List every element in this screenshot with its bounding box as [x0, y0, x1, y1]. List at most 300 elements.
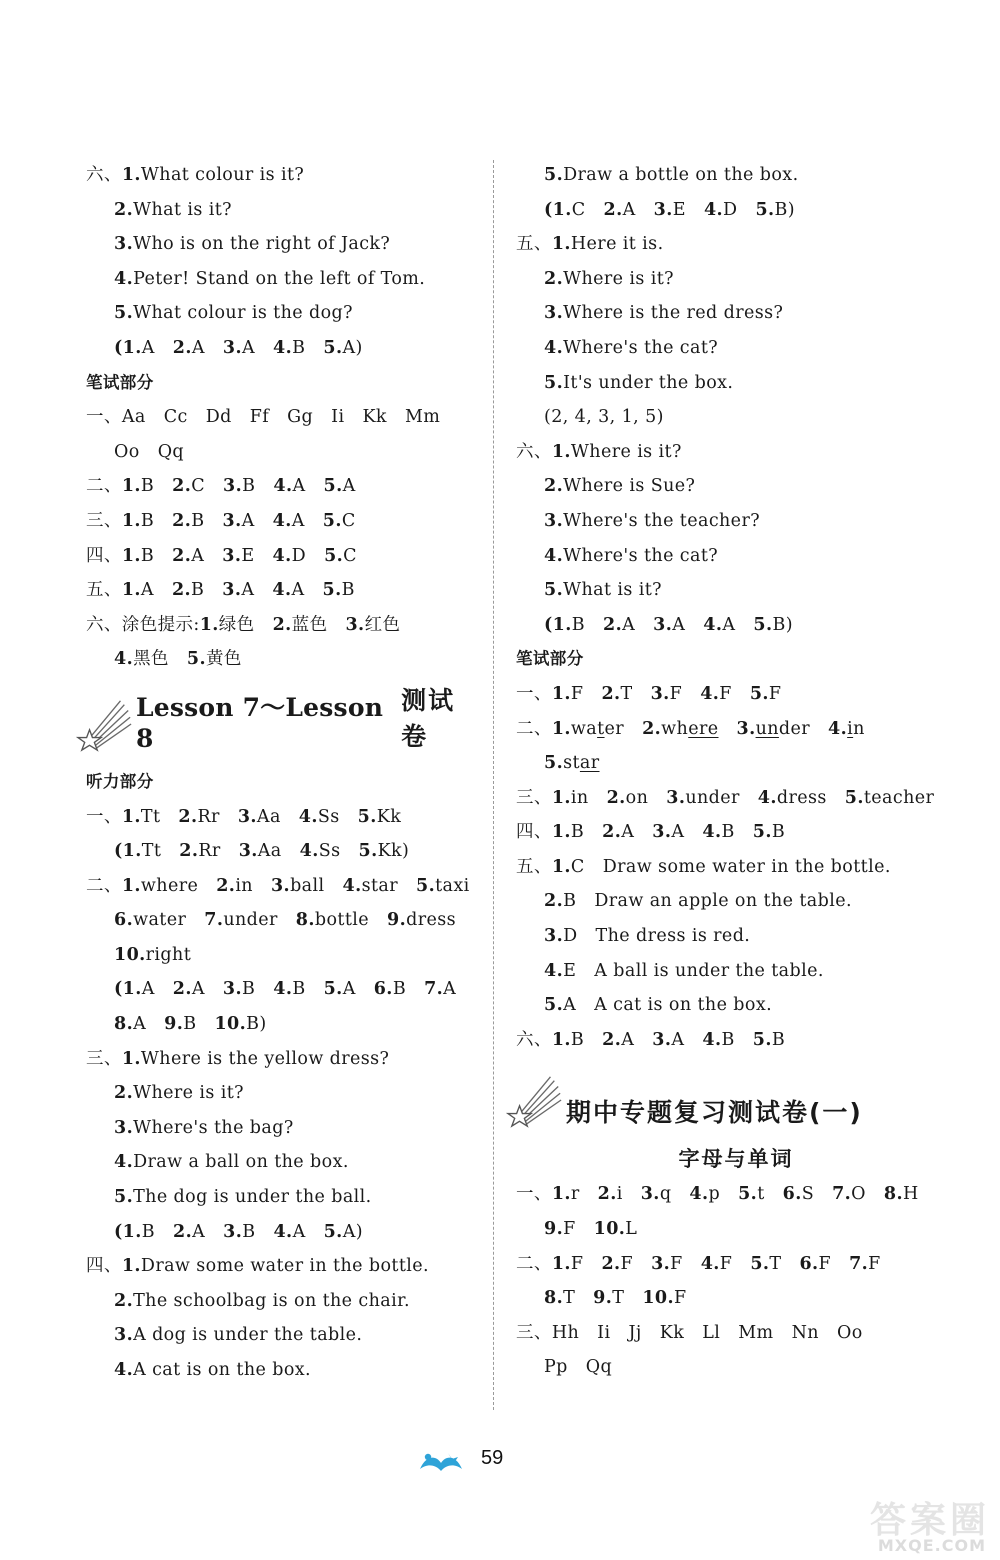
answer-value: It's under the box. [563, 372, 734, 393]
question-number: 5. [738, 1184, 758, 1205]
answer-value: B [140, 510, 155, 531]
answer-cell [849, 1247, 881, 1282]
answer-cell [544, 954, 576, 989]
question-number: 3. [222, 979, 242, 1000]
answer-cell [222, 573, 254, 608]
answer-value: 黄色 [205, 649, 242, 670]
answer-value: A [622, 614, 636, 635]
answer-cell [172, 539, 204, 574]
answer-value: A dog is under the table. [133, 1325, 363, 1346]
answer-value: Kk [376, 806, 402, 827]
answer-value: B [242, 1221, 256, 1242]
answer-cell [552, 1023, 584, 1058]
question-number: (1. [114, 337, 142, 358]
answer-value: A [342, 476, 356, 497]
question-number: 3. [345, 614, 365, 635]
book-logo-icon [416, 1449, 466, 1477]
answer-line [516, 1316, 916, 1351]
answer-cell [652, 1023, 684, 1058]
answer-cell [114, 1318, 362, 1353]
item-marker: 三、 [516, 787, 552, 808]
question-number: 4. [544, 337, 564, 358]
answer-cell [343, 869, 399, 904]
question-number: 2. [172, 337, 192, 358]
answer-line [86, 1180, 476, 1215]
answer-value: T [769, 1253, 782, 1274]
answer-value: bottle [314, 910, 370, 931]
answer-value: A [241, 580, 255, 601]
answer-line [86, 331, 476, 366]
answer-line [516, 988, 916, 1023]
answer-cell [331, 400, 344, 435]
answer-value: D [563, 926, 578, 947]
question-number: 2. [601, 1253, 621, 1274]
question-number: 2. [603, 614, 623, 635]
answer-value: ball [290, 875, 325, 896]
question-number: 3. [666, 787, 686, 808]
answer-cell [544, 988, 576, 1023]
item-marker: 四、 [86, 1256, 122, 1277]
answer-line [516, 1177, 919, 1212]
answer-line [516, 1247, 916, 1282]
question-number: 4. [544, 960, 564, 981]
question-number: 1. [551, 234, 571, 255]
answer-value: Tt [140, 806, 161, 827]
question-number: 9. [544, 1219, 564, 1240]
question-number: 9. [387, 910, 407, 931]
answer-value: B [570, 1029, 585, 1050]
answer-cell [607, 781, 649, 816]
answer-value: Qq [585, 1357, 613, 1378]
answer-cell [114, 331, 155, 366]
answer-value: L [625, 1219, 638, 1240]
word-part: wa [570, 718, 598, 739]
answer-value: Mm [738, 1322, 774, 1343]
item-marker: 三、 [516, 1322, 552, 1343]
answer-value: dress [776, 787, 827, 808]
item-marker: 二、 [86, 875, 122, 896]
answer-cell [172, 469, 205, 504]
answer-cell [544, 884, 576, 919]
answer-cell [114, 193, 232, 228]
question-number: 3. [651, 1253, 671, 1274]
answer-value: B) [772, 614, 793, 635]
question-number: 3. [544, 926, 564, 947]
question-number: 4. [703, 614, 723, 635]
answer-value: Aa [256, 806, 281, 827]
answer-value: The dog is under the ball. [133, 1187, 372, 1208]
question-number: 2. [602, 1029, 622, 1050]
section-heading: 笔试部分 [86, 372, 154, 392]
answer-cell [345, 608, 400, 643]
item-marker: 五、 [516, 234, 552, 255]
item-marker: 三、 [86, 1048, 122, 1069]
question-number: 2. [173, 1221, 193, 1242]
answer-line [86, 972, 476, 1007]
question-number: 8. [114, 1014, 134, 1035]
answer-cell [164, 1007, 196, 1042]
answer-value: 蓝色 [291, 614, 328, 635]
answer-cell [799, 1247, 831, 1282]
answer-line [86, 504, 476, 539]
answer-value: Aa [257, 841, 282, 862]
answer-cell [272, 573, 304, 608]
answer-cell [122, 400, 146, 435]
answer-cell [271, 869, 325, 904]
answer-value: F [563, 1219, 576, 1240]
question-number: 4. [702, 822, 722, 843]
answer-line [86, 1111, 476, 1146]
answer-cell [172, 573, 204, 608]
answer-cell [238, 800, 281, 835]
answer-cell [594, 954, 824, 989]
answer-value: A [671, 822, 685, 843]
answer-cell [200, 608, 255, 643]
answer-cell [750, 677, 782, 712]
question-number: 1. [551, 1253, 571, 1274]
answer-line [516, 815, 916, 850]
answer-value: Pp [544, 1357, 568, 1378]
answer-cell [552, 781, 589, 816]
answer-value: F [768, 683, 782, 704]
answer-line [86, 1318, 476, 1353]
answer-value: B) [246, 1014, 267, 1035]
question-number: 10. [593, 1219, 626, 1240]
answer-line [86, 400, 476, 435]
answer-value: B [242, 979, 256, 1000]
answer-value: Where's the teacher? [563, 510, 760, 531]
question-number: 5. [753, 614, 773, 635]
question-number: 5. [755, 199, 775, 220]
item-marker: 六、 [86, 165, 122, 185]
answer-cell [702, 1023, 734, 1058]
answer-value: Ff [249, 407, 270, 428]
answer-value: B [191, 510, 205, 531]
answer-cell [544, 746, 600, 781]
question-number: 3. [114, 1117, 134, 1138]
answer-value: in [235, 875, 253, 896]
question-number: 2. [544, 476, 564, 497]
answer-line [86, 1076, 476, 1111]
answer-value: A) [342, 1221, 363, 1242]
answer-value: Nn [791, 1322, 819, 1343]
answer-line [516, 781, 935, 816]
question-number: 3. [270, 875, 291, 896]
question-number: 1. [121, 580, 141, 601]
question-number: 5. [322, 580, 342, 601]
answer-line [86, 903, 476, 938]
answer-line [516, 331, 916, 366]
answer-cell [602, 815, 634, 850]
answer-value: Draw some water in the bottle. [602, 856, 891, 877]
answer-value: Rr [198, 841, 221, 862]
answer-line [86, 1145, 476, 1180]
answer-cell [178, 800, 219, 835]
answer-cell [114, 1284, 410, 1319]
answer-cell [702, 815, 734, 850]
question-number: (1. [114, 979, 142, 1000]
answer-cell [837, 1316, 863, 1351]
question-number: 3. [223, 1221, 243, 1242]
page-footer [0, 1445, 1000, 1481]
question-number: 4. [114, 649, 134, 670]
question-number: 3. [222, 510, 242, 531]
answer-value [847, 719, 865, 739]
answer-line [516, 227, 916, 262]
answer-line [86, 539, 476, 574]
item-marker: 三、 [86, 510, 122, 531]
answer-value: O [851, 1184, 866, 1205]
word-part: wh [661, 718, 689, 739]
question-number: 5. [752, 1029, 772, 1050]
answer-value: A [291, 510, 305, 531]
answer-cell [832, 1177, 866, 1212]
answer-line [516, 1281, 916, 1316]
answer-cell [598, 1177, 623, 1212]
test-title [86, 677, 476, 765]
answer-value: F [570, 683, 584, 704]
answer-value: B [563, 891, 577, 912]
answer-value: Cc [163, 407, 188, 428]
answer-value: Ii [597, 1322, 611, 1343]
answer-value: Ss [318, 841, 341, 862]
answer-value: T [563, 1288, 576, 1309]
item-marker: 一、 [516, 1184, 552, 1205]
question-number: 5. [750, 1253, 770, 1274]
answer-cell [702, 1316, 720, 1351]
answer-cell [122, 158, 304, 193]
answer-cell [738, 1316, 773, 1351]
answer-value: A [292, 476, 306, 497]
answer-line [516, 1212, 916, 1247]
question-number: 5. [749, 683, 769, 704]
answer-cell [173, 331, 205, 366]
question-number: 5. [544, 995, 564, 1016]
answer-line [516, 366, 916, 401]
answer-line [86, 435, 476, 470]
underlined-letters: ere [688, 718, 719, 739]
answer-line [516, 573, 916, 608]
answer-cell [296, 903, 369, 938]
answer-line [516, 954, 916, 989]
answer-cell [358, 800, 402, 835]
question-number: 4. [689, 1184, 709, 1205]
answer-value: star [361, 875, 398, 896]
answer-value: B [721, 1029, 735, 1050]
answer-value: Draw an apple on the table. [594, 891, 852, 912]
item-marker: 六、涂色提示: [86, 614, 200, 635]
question-number: 5. [186, 649, 206, 670]
answer-cell [593, 1281, 624, 1316]
shooting-star-icon [506, 1071, 564, 1129]
answer-cell [544, 539, 718, 574]
answer-cell [173, 1215, 205, 1250]
answer-line [86, 469, 476, 504]
answer-value: E [672, 199, 686, 220]
underlined-letters: un [755, 718, 779, 739]
answer-value: Ll [702, 1322, 721, 1343]
answer-cell [114, 262, 425, 297]
answer-cell [122, 800, 161, 835]
answer-cell [122, 869, 198, 904]
answer-value: F [719, 683, 732, 704]
answer-value: Who is on the right of Jack? [133, 234, 391, 255]
question-number: 1. [121, 476, 141, 497]
answer-cell [654, 193, 686, 228]
question-number: 1. [551, 787, 571, 808]
answer-value: Rr [197, 806, 220, 827]
answer-value: taxi [435, 875, 470, 896]
answer-cell [660, 1316, 684, 1351]
question-number: 5. [323, 337, 343, 358]
answer-cell [374, 972, 406, 1007]
question-number: 1. [121, 165, 141, 185]
word-part: er [604, 718, 625, 739]
answer-value: under [685, 787, 740, 808]
question-number: 3. [640, 1184, 660, 1205]
answer-value: on [625, 787, 649, 808]
question-number: 6. [782, 1184, 802, 1205]
answer-cell [602, 1023, 634, 1058]
answer-cell [114, 1180, 372, 1215]
answer-value: A) [342, 337, 363, 358]
answer-value: B) [774, 199, 796, 220]
answer-cell [114, 1007, 146, 1042]
question-number: 1. [551, 856, 571, 877]
answer-value: C [571, 199, 586, 220]
answer-value: 黑色 [133, 649, 169, 670]
answer-value: The schoolbag is on the chair. [133, 1290, 410, 1311]
answer-line [516, 712, 916, 747]
question-number: 1. [121, 806, 141, 827]
answer-line [516, 850, 916, 885]
answer-value: B [292, 337, 306, 358]
answer-value: A [191, 545, 205, 566]
answer-cell [114, 1353, 311, 1388]
answer-value: Where is it? [563, 268, 674, 289]
question-number: 8. [544, 1288, 564, 1309]
answer-value: i [616, 1184, 623, 1205]
answer-cell [652, 815, 684, 850]
title-chinese: 期中专题复习测试卷(一) [566, 1098, 863, 1128]
answer-value [661, 719, 718, 739]
answer-value: Gg [287, 407, 314, 428]
item-marker: 二、 [86, 476, 122, 497]
question-number: 4. [273, 979, 293, 1000]
question-number: (1. [114, 841, 142, 862]
answer-value: C [341, 510, 356, 531]
answer-line [86, 296, 476, 331]
answer-line [86, 938, 476, 973]
answer-cell [737, 712, 811, 747]
question-number: 2. [606, 787, 626, 808]
question-number: 3. [544, 510, 564, 531]
answer-cell [544, 1350, 568, 1385]
question-number: 2. [601, 683, 621, 704]
answer-value: Ii [331, 407, 345, 428]
answer-line [516, 746, 916, 781]
item-marker: 四、 [516, 822, 552, 843]
question-number: 2. [172, 979, 192, 1000]
answer-cell [114, 903, 186, 938]
answer-value: Oo [114, 441, 140, 462]
question-number: 10. [214, 1014, 247, 1035]
answer-cell [783, 1177, 814, 1212]
answer-line [86, 834, 476, 869]
answer-cell [273, 1215, 305, 1250]
answer-line [516, 504, 916, 539]
answer-cell [544, 193, 586, 228]
answer-value: Where is the yellow dress? [140, 1048, 390, 1069]
answer-value: r [570, 1184, 580, 1205]
answer-value: Kk [362, 407, 387, 428]
answer-value: F [673, 1288, 687, 1309]
answer-cell [544, 504, 760, 539]
item-marker: 六、 [516, 1029, 552, 1050]
question-number: 2. [172, 510, 192, 531]
answer-cell [552, 1247, 584, 1282]
answer-value: B [721, 822, 735, 843]
answer-cell [601, 677, 632, 712]
question-number: 4. [703, 199, 724, 220]
answer-value: F [719, 1253, 733, 1274]
question-number: 4. [273, 1221, 293, 1242]
question-number: 5. [358, 841, 378, 862]
answer-value: B [570, 822, 585, 843]
underlined-letters: ar [579, 753, 600, 774]
answer-line [86, 608, 476, 643]
question-number: 3. [652, 822, 672, 843]
answer-cell [552, 815, 584, 850]
answer-line [86, 227, 476, 262]
answer-cell [405, 400, 440, 435]
answer-value: A cat is on the box. [594, 995, 773, 1016]
answer-value: A [241, 510, 255, 531]
item-marker: 五、 [516, 856, 552, 877]
answer-cell [544, 1212, 576, 1247]
answer-cell [755, 193, 795, 228]
question-number: 4. [700, 683, 720, 704]
question-number: 4. [700, 1253, 720, 1274]
answer-cell [239, 834, 282, 869]
answer-value: S [801, 1184, 815, 1205]
question-number: 2. [642, 718, 662, 739]
answer-cell [359, 834, 410, 869]
answer-line [86, 1249, 476, 1284]
question-number: 3. [237, 806, 257, 827]
answer-cell [603, 608, 635, 643]
answer-value: A [192, 1221, 206, 1242]
answer-cell [828, 712, 865, 747]
question-number: 3. [114, 234, 134, 255]
answer-value: 绿色 [218, 614, 255, 635]
question-number: 3. [238, 841, 258, 862]
answer-value: under [223, 910, 278, 931]
answer-cell [544, 296, 783, 331]
question-number: 2. [603, 199, 623, 220]
section-heading: 听力部分 [86, 771, 154, 791]
answer-value: The dress is red. [595, 926, 751, 947]
question-number: 1. [551, 1029, 571, 1050]
answer-cell [323, 504, 356, 539]
word-part: st [563, 753, 580, 774]
answer-value: Here it is. [570, 234, 664, 255]
answer-cell [250, 400, 269, 435]
answer-cell [323, 573, 355, 608]
question-number: 3. [653, 199, 673, 220]
answer-value: Where is Sue? [563, 476, 696, 497]
question-number: (1. [544, 199, 572, 220]
